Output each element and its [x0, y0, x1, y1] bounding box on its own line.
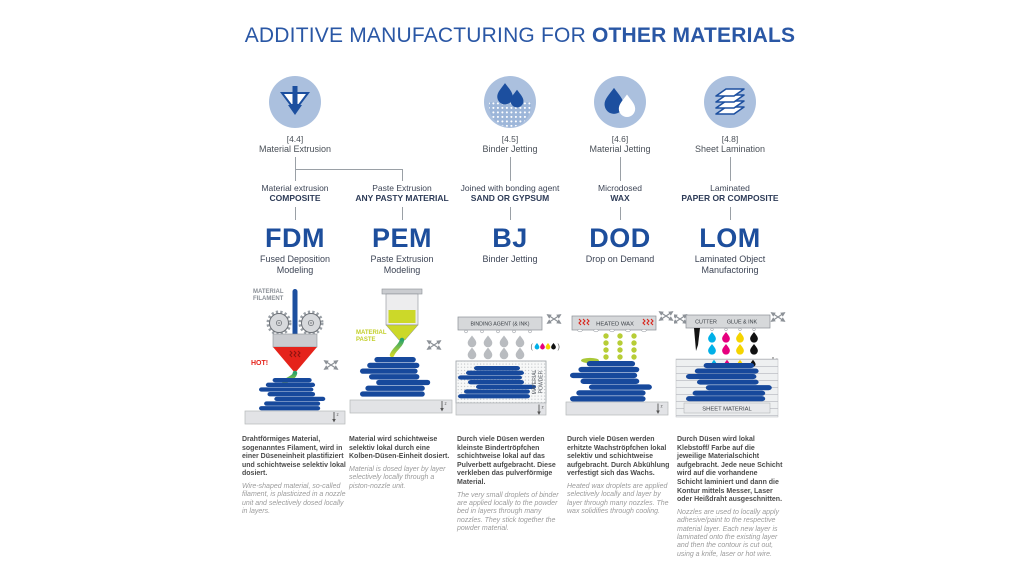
category-material-jetting	[560, 76, 680, 154]
acronym-fdm: FDM	[265, 223, 325, 253]
tree-connector	[730, 157, 731, 181]
tree-connector	[295, 169, 403, 170]
binder-droplets	[468, 336, 525, 360]
description-german: Durch viele Düsen werden erhitzte Wachströpfchen lokal selektiv und schichtweise aufgebracht. Durch Abkühlung verfestigt sich das Wachs.	[567, 436, 670, 478]
description-dod	[567, 436, 674, 517]
svg-text:FILAMENT: FILAMENT	[253, 296, 284, 302]
material-extrusion-icon	[269, 76, 321, 128]
description-english: Nozzles are used to locally apply adhesive/paint to the respective material layer. Each new layer is laminated onto the existing layer and then the contour is cut out, using a knife, laser or hot wire.	[677, 508, 779, 558]
description-english: Material is dosed layer by layer selectively locally through a piston-nozzle unit.	[349, 465, 446, 490]
description-english: Heated wax droplets are applied selectively locally and layer by layer through many nozzles. The wax solidifies through cooling.	[567, 482, 669, 516]
description-pem	[349, 436, 456, 491]
nozzles	[465, 330, 532, 333]
heat-icon	[643, 319, 653, 325]
title-emphasis: OTHER MATERIALS	[591, 24, 796, 47]
material-label: Paste Extrusion	[372, 183, 432, 193]
tree-connector	[620, 157, 621, 181]
process-full-name: Fused Deposition Modeling	[259, 254, 331, 275]
process-column-pem	[342, 183, 462, 275]
tree-connector	[295, 207, 296, 220]
category-sheet-lamination	[670, 76, 790, 154]
xy-arrows-icon	[428, 341, 441, 349]
wax-droplets	[603, 333, 636, 359]
binder-jetting-icon	[484, 76, 536, 128]
tree-connector	[730, 207, 731, 220]
category-name: Binder Jetting	[482, 144, 538, 154]
description-german: Durch viele Düsen werden kleinste Bindertröpfchen schichtweise lokal auf das Pulverbett aufgebracht. Diese verkleben das pulverförmige Material.	[457, 436, 556, 486]
category-id: [4.6]	[611, 134, 629, 144]
filament-strand	[293, 289, 298, 339]
paste-label: MATERIAL	[356, 330, 387, 336]
description-german: Drahtförmiges Material, sogenanntes Filament, wird in einer Düseneinheit plastifiziert und schichtweise selektiv lokal dosiert.	[242, 436, 346, 478]
fdm-illustration	[239, 283, 351, 427]
filament-label: MATERIAL	[253, 289, 284, 295]
cutter-blade	[694, 328, 700, 351]
tree-connector	[620, 207, 621, 220]
description-english: Wire-shaped material, so-called filament, is plasticized in a nozzle unit and selectively dosed locally in layers.	[242, 482, 346, 516]
layer-stack	[360, 357, 430, 397]
svg-text:(: (	[530, 344, 533, 351]
description-german: Durch Düsen wird lokal Klebstoff/ Farbe auf die jeweilige Materialschicht aufgebracht. Jede neue Schicht wird auf die vorhandene Schicht laminiert und dann die Kontur mittels Messer, Laser oder Heißdraht ausgeschnitten.	[677, 436, 783, 504]
material-label: Joined with bonding agent	[460, 183, 560, 193]
category-binder-jetting	[450, 76, 570, 154]
lom-illustration	[674, 283, 786, 427]
category-material-extrusion	[235, 76, 355, 154]
acronym-pem: PEM	[371, 223, 432, 253]
cartridge-cap	[382, 289, 422, 294]
heat-icon	[579, 319, 589, 325]
material-jetting-icon	[594, 76, 646, 128]
xy-arrows-icon	[548, 315, 561, 323]
category-id: [4.5]	[501, 134, 519, 144]
description-bj	[457, 436, 564, 534]
process-column-dod	[560, 183, 680, 265]
build-platform	[566, 402, 668, 415]
pem-illustration	[346, 283, 458, 427]
build-platform	[245, 411, 345, 424]
dod-illustration	[564, 283, 676, 427]
description-fdm	[242, 436, 349, 517]
nozzles	[711, 328, 756, 331]
xy-arrows-icon	[660, 312, 673, 320]
acronym-bj: BJ	[492, 223, 528, 253]
description-english: The very small droplets of binder are applied locally to the powder bed in layers through many nozzles. They stick together the powder material.	[457, 491, 559, 533]
powder-label: MATERIAL	[532, 369, 538, 395]
category-id: [4.8]	[721, 134, 739, 144]
paste-material	[389, 310, 416, 323]
process-full-name: Binder Jetting	[482, 254, 538, 264]
description-german: Material wird schichtweise selektiv lokal durch eine Kolben-Düsen-Einheit dosiert.	[349, 436, 450, 461]
gear-icon	[300, 312, 322, 334]
xy-arrows-icon	[325, 361, 338, 369]
material-label-bold: ANY PASTY MATERIAL	[355, 193, 449, 203]
gear-icon	[268, 312, 290, 334]
material-label: Microdosed	[598, 183, 642, 193]
cutter-label: CUTTER	[695, 319, 717, 326]
sheet-material-label: SHEET MATERIAL	[702, 406, 752, 413]
svg-text:): )	[557, 344, 560, 351]
cmyk-droplets	[708, 332, 758, 355]
material-label-bold: WAX	[610, 193, 630, 203]
xy-arrows-icon	[772, 313, 785, 321]
material-label: Laminated	[710, 183, 750, 193]
process-column-fdm	[235, 183, 355, 275]
material-label-bold: PAPER OR COMPOSITE	[681, 193, 779, 203]
process-full-name: Drop on Demand	[585, 254, 655, 264]
layer-stack	[259, 378, 325, 410]
svg-text:PASTE: PASTE	[356, 337, 376, 343]
tree-connector	[402, 170, 403, 181]
tree-connector	[295, 170, 296, 181]
acronym-lom: LOM	[699, 223, 761, 253]
page-title	[210, 24, 830, 48]
extruded-paste	[392, 340, 402, 355]
material-label: Material extrusion	[261, 183, 329, 193]
bj-illustration	[454, 283, 566, 427]
process-full-name: Laminated Object Manufactoring	[694, 254, 766, 275]
tree-connector	[295, 157, 296, 169]
category-name: Sheet Lamination	[694, 144, 766, 154]
printhead-label: BINDING AGENT (& INK)	[470, 321, 530, 328]
svg-text:POWDER: POWDER	[538, 370, 545, 394]
process-column-lom	[670, 183, 790, 275]
tree-connector	[510, 207, 511, 220]
tree-connector	[510, 157, 511, 181]
glue-ink-label: GLUE & INK	[726, 319, 758, 326]
process-full-name: Paste Extrusion Modeling	[370, 254, 434, 275]
category-name: Material Extrusion	[258, 144, 332, 154]
acronym-dod: DOD	[589, 223, 651, 253]
layer-stack	[570, 361, 652, 402]
tree-connector	[402, 207, 403, 220]
extruder-block	[273, 334, 317, 347]
sheet-lamination-icon	[704, 76, 756, 128]
hot-end-nozzle	[273, 347, 317, 373]
xy-arrows-icon	[674, 315, 687, 323]
description-lom	[677, 436, 784, 559]
build-platform	[350, 400, 452, 413]
printhead-label: HEATED WAX	[596, 321, 634, 328]
material-label-bold: COMPOSITE	[269, 193, 321, 203]
build-platform	[456, 403, 546, 415]
material-label-bold: SAND OR GYPSUM	[470, 193, 550, 203]
hot-label: HOT!	[251, 360, 269, 367]
category-id: [4.4]	[286, 134, 304, 144]
title-prefix: ADDITIVE MANUFACTURING FOR	[244, 24, 586, 47]
heat-icon	[290, 351, 300, 357]
category-name: Material Jetting	[589, 144, 651, 154]
cmyk-ink-icon	[531, 343, 560, 351]
process-column-bj	[450, 183, 570, 265]
